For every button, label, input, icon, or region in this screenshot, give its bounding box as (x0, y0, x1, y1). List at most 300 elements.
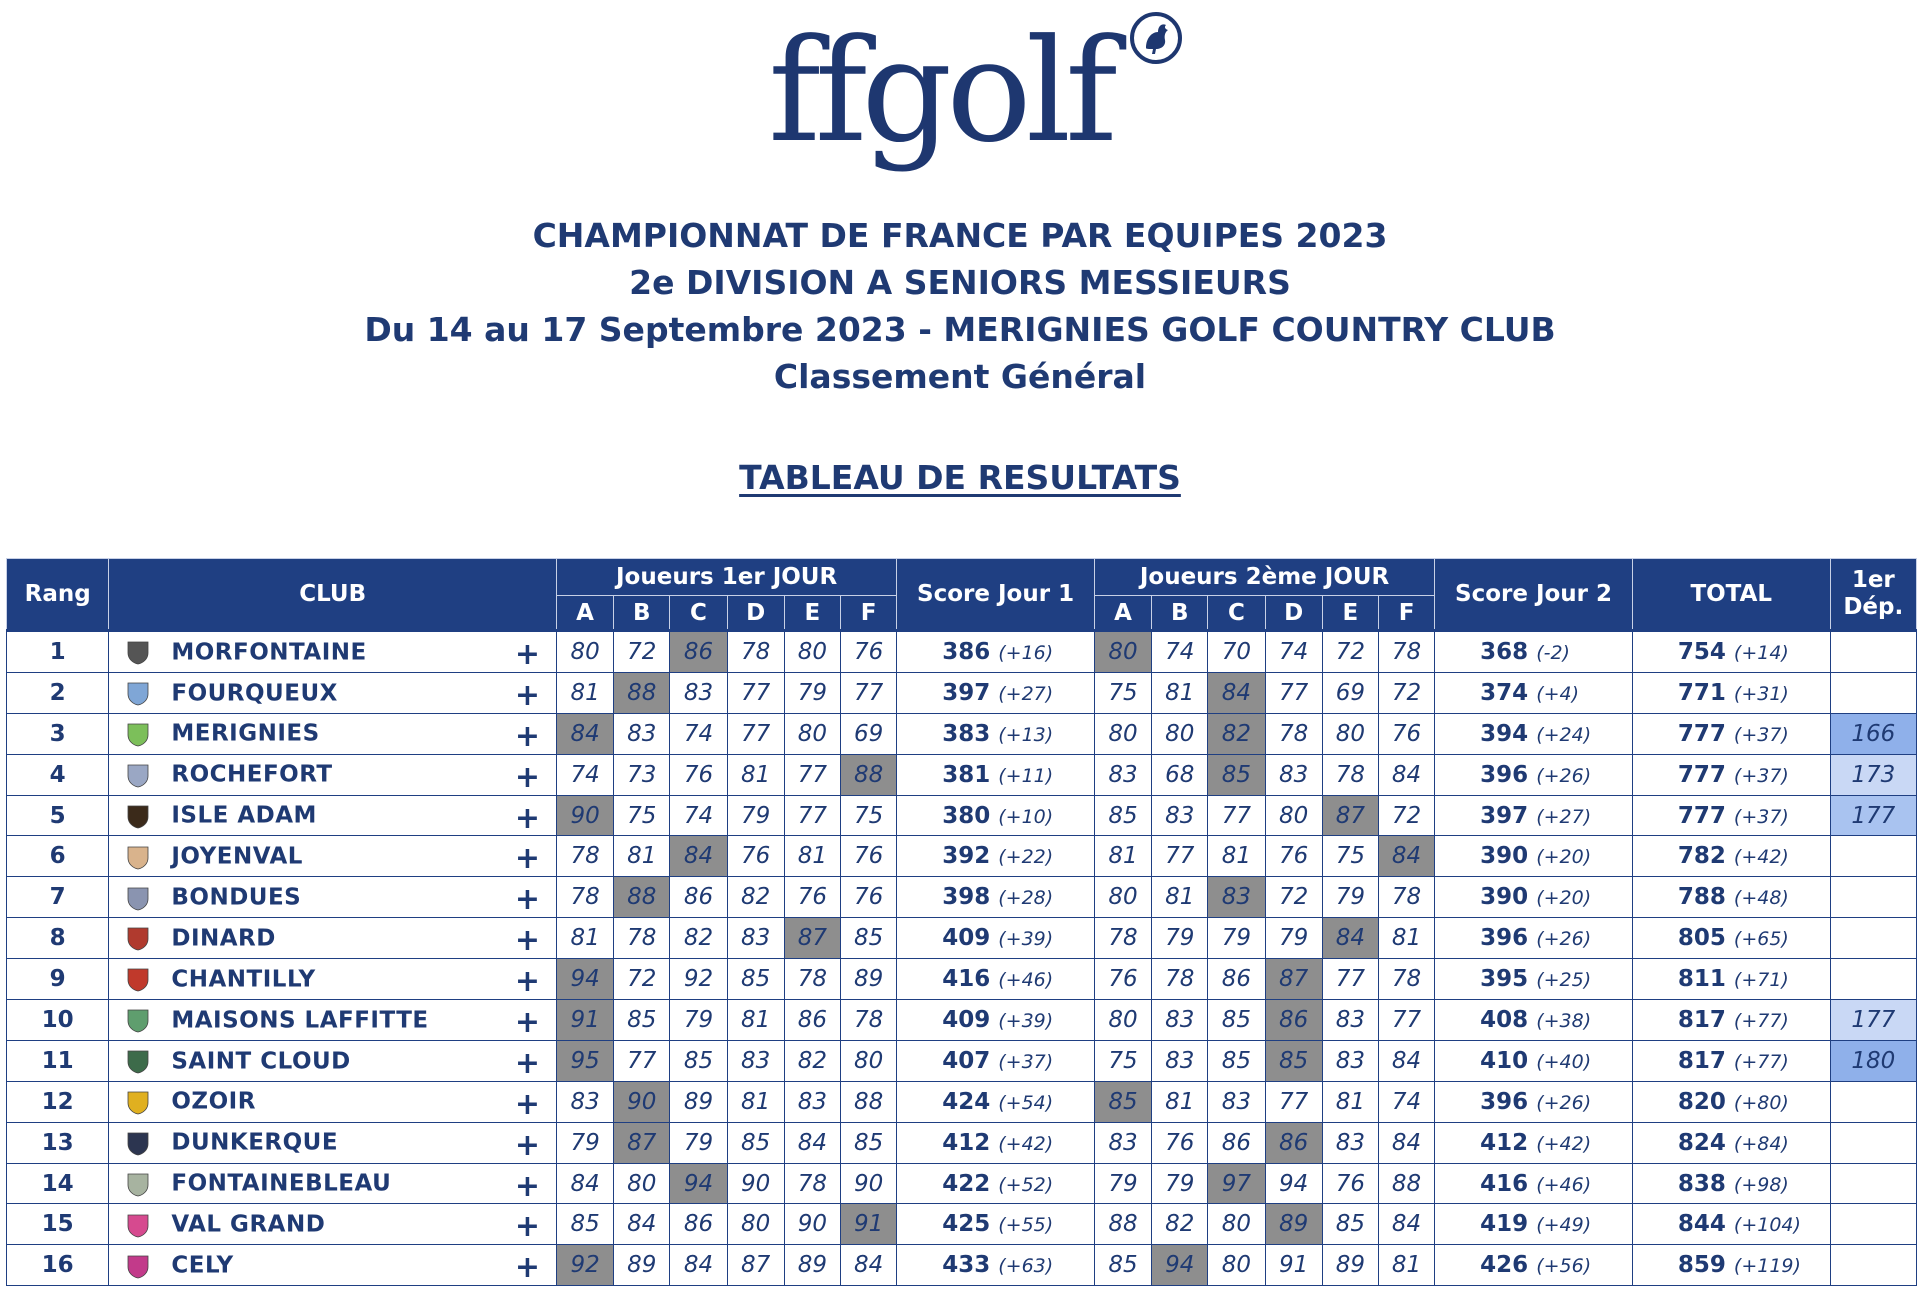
day1-player-score: 77 (841, 672, 897, 713)
day1-player-score: 69 (841, 713, 897, 754)
total-relative: (+65) (1733, 928, 1789, 951)
total-value: 788 (1677, 884, 1726, 911)
day1-player-score: 88 (614, 672, 670, 713)
day1-player-score: 83 (784, 1081, 840, 1122)
club-cell (109, 877, 557, 918)
total-value: 782 (1677, 843, 1726, 870)
expand-plus-button[interactable]: + (514, 800, 540, 836)
ffgolf-logo (0, 0, 1920, 190)
day1-player-score: 88 (841, 754, 897, 795)
club-name: MAISONS LAFFITTE (171, 1007, 429, 1034)
day2-player-score: 85 (1094, 795, 1151, 836)
rank-cell: 13 (7, 1122, 109, 1163)
rank-cell: 1 (7, 631, 109, 673)
table-row (7, 836, 1917, 877)
table-row (7, 918, 1917, 959)
header-day2-players: Joueurs 2ème JOUR (1094, 559, 1434, 596)
header-day1-player-f: F (841, 596, 897, 631)
score-day2-cell (1435, 631, 1633, 673)
day1-player-score: 75 (841, 795, 897, 836)
day1-player-score: 76 (784, 877, 840, 918)
day1-player-score: 92 (556, 1245, 613, 1286)
score-day1-cell (897, 1122, 1095, 1163)
day1-player-score: 87 (784, 918, 840, 959)
score-day2-relative: (+40) (1536, 1050, 1592, 1073)
day1-player-score: 87 (727, 1245, 784, 1286)
score-day1-value: 422 (942, 1170, 991, 1197)
score-day1-value: 407 (942, 1047, 991, 1074)
total-cell (1632, 1040, 1830, 1081)
day2-player-score: 83 (1208, 1081, 1265, 1122)
total-cell (1632, 713, 1830, 754)
day2-player-score: 74 (1152, 631, 1208, 673)
score-day2-relative: (+24) (1536, 723, 1592, 746)
header-playoff-line1: 1er (1851, 567, 1895, 593)
expand-plus-button[interactable]: + (514, 964, 540, 1000)
day2-player-score: 83 (1208, 877, 1265, 918)
score-day2-relative: (-2) (1536, 641, 1570, 664)
total-relative: (+14) (1733, 641, 1789, 664)
total-cell (1632, 1000, 1830, 1041)
day1-player-score: 78 (784, 959, 840, 1000)
day1-player-score: 79 (727, 795, 784, 836)
score-day1-relative: (+52) (998, 1173, 1054, 1196)
club-cell (109, 1245, 557, 1286)
expand-plus-button[interactable]: + (514, 759, 540, 795)
day2-player-score: 79 (1152, 918, 1208, 959)
score-day2-relative: (+38) (1536, 1009, 1592, 1032)
club-cell (109, 959, 557, 1000)
total-relative: (+77) (1733, 1009, 1789, 1032)
playoff-score-cell (1830, 1081, 1916, 1122)
day1-player-score: 83 (727, 1040, 784, 1081)
total-relative: (+98) (1733, 1173, 1789, 1196)
table-row (7, 631, 1917, 673)
header-day1-players: Joueurs 1er JOUR (556, 559, 896, 596)
day1-player-score: 86 (670, 631, 727, 673)
playoff-score-cell (1830, 1204, 1916, 1245)
day1-player-score: 80 (784, 713, 840, 754)
total-relative: (+104) (1733, 1214, 1801, 1237)
club-name: DUNKERQUE (171, 1129, 339, 1156)
score-day2-relative: (+49) (1536, 1214, 1592, 1237)
score-day2-cell (1435, 1081, 1633, 1122)
title-line-3: Du 14 au 17 Septembre 2023 - MERIGNIES GOLF COUNTRY CLUB (364, 310, 1556, 349)
day2-player-score: 84 (1322, 918, 1378, 959)
score-day1-cell (897, 918, 1095, 959)
table-row (7, 877, 1917, 918)
expand-plus-button[interactable]: + (514, 1127, 540, 1163)
score-day1-cell (897, 1081, 1095, 1122)
score-day1-cell (897, 836, 1095, 877)
day2-player-score: 85 (1322, 1204, 1378, 1245)
score-day2-relative: (+26) (1536, 764, 1592, 787)
score-day2-cell (1435, 1204, 1633, 1245)
score-day1-relative: (+63) (998, 1255, 1054, 1278)
day1-player-score: 86 (670, 877, 727, 918)
day2-player-score: 82 (1152, 1204, 1208, 1245)
day1-player-score: 95 (556, 1040, 613, 1081)
score-day1-relative: (+37) (998, 1050, 1054, 1073)
club-cell (109, 1204, 557, 1245)
total-cell (1632, 836, 1830, 877)
total-relative: (+48) (1733, 887, 1789, 910)
header-day2-player-e: E (1322, 596, 1378, 631)
score-day2-value: 368 (1480, 638, 1529, 665)
day2-player-score: 79 (1322, 877, 1378, 918)
day2-player-score: 85 (1208, 1040, 1265, 1081)
expand-plus-button[interactable]: + (514, 1045, 540, 1081)
score-day1-value: 409 (942, 925, 991, 952)
rank-cell: 8 (7, 918, 109, 959)
day1-player-score: 81 (556, 672, 613, 713)
score-day1-value: 386 (942, 638, 991, 665)
day2-player-score: 89 (1265, 1204, 1322, 1245)
score-day1-relative: (+28) (998, 887, 1054, 910)
day1-player-score: 81 (614, 836, 670, 877)
header-score-day1: Score Jour 1 (897, 559, 1095, 631)
total-relative: (+37) (1733, 723, 1789, 746)
total-value: 811 (1677, 966, 1726, 993)
table-row (7, 1163, 1917, 1204)
playoff-score-cell (1830, 631, 1916, 673)
day2-player-score: 80 (1208, 1245, 1265, 1286)
day1-player-score: 77 (784, 795, 840, 836)
expand-plus-button[interactable]: + (514, 1168, 540, 1204)
header-day2-player-f: F (1378, 596, 1434, 631)
playoff-score-cell (1830, 877, 1916, 918)
score-day1-cell (897, 754, 1095, 795)
day2-player-score: 86 (1208, 1122, 1265, 1163)
event-titles (0, 212, 1920, 400)
total-relative: (+119) (1733, 1255, 1801, 1278)
total-cell (1632, 1245, 1830, 1286)
score-day2-relative: (+4) (1536, 682, 1580, 705)
rank-cell: 15 (7, 1204, 109, 1245)
day1-player-score: 72 (614, 959, 670, 1000)
day2-player-score: 81 (1152, 672, 1208, 713)
day1-player-score: 81 (784, 836, 840, 877)
day2-player-score: 72 (1378, 795, 1434, 836)
score-day1-cell (897, 1204, 1095, 1245)
club-crest-icon (125, 1253, 151, 1279)
day2-player-score: 80 (1094, 877, 1151, 918)
table-row (7, 1122, 1917, 1163)
header-day1-player-a: A (556, 596, 613, 631)
table-row (7, 1081, 1917, 1122)
day2-player-score: 79 (1152, 1163, 1208, 1204)
score-day1-cell (897, 1040, 1095, 1081)
day2-player-score: 75 (1094, 672, 1151, 713)
playoff-score-cell (1830, 1122, 1916, 1163)
score-day2-relative: (+20) (1536, 846, 1592, 869)
rank-cell: 12 (7, 1081, 109, 1122)
day1-player-score: 94 (670, 1163, 727, 1204)
day2-player-score: 78 (1094, 918, 1151, 959)
score-day2-cell (1435, 1122, 1633, 1163)
score-day2-relative: (+42) (1536, 1132, 1592, 1155)
club-cell (109, 1122, 557, 1163)
day1-player-score: 74 (670, 713, 727, 754)
day2-player-score: 72 (1265, 877, 1322, 918)
day1-player-score: 86 (670, 1204, 727, 1245)
total-cell (1632, 1122, 1830, 1163)
day2-player-score: 80 (1322, 713, 1378, 754)
score-day2-value: 396 (1480, 1088, 1529, 1115)
day2-player-score: 75 (1322, 836, 1378, 877)
score-day1-value: 425 (942, 1211, 991, 1238)
score-day1-value: 424 (942, 1088, 991, 1115)
day2-player-score: 79 (1208, 918, 1265, 959)
expand-plus-button[interactable]: + (514, 637, 540, 672)
club-cell (109, 836, 557, 877)
day1-player-score: 78 (784, 1163, 840, 1204)
table-row (7, 1204, 1917, 1245)
day1-player-score: 90 (727, 1163, 784, 1204)
day1-player-score: 74 (556, 754, 613, 795)
header-playoff (1830, 559, 1916, 631)
header-day2-player-a: A (1094, 596, 1151, 631)
day1-player-score: 83 (670, 672, 727, 713)
day2-player-score: 94 (1152, 1245, 1208, 1286)
header-day2-player-b: B (1152, 596, 1208, 631)
day1-player-score: 79 (670, 1000, 727, 1041)
day1-player-score: 81 (727, 1081, 784, 1122)
score-day1-cell (897, 713, 1095, 754)
day2-player-score: 84 (1208, 672, 1265, 713)
rank-cell: 10 (7, 1000, 109, 1041)
day1-player-score: 78 (727, 631, 784, 673)
day1-player-score: 76 (841, 631, 897, 673)
score-day2-value: 426 (1480, 1252, 1529, 1279)
day1-player-score: 85 (556, 1204, 613, 1245)
total-relative: (+84) (1733, 1132, 1789, 1155)
club-crest-icon (125, 1130, 151, 1156)
day2-player-score: 83 (1265, 754, 1322, 795)
day2-player-score: 74 (1265, 631, 1322, 673)
total-value: 771 (1677, 679, 1726, 706)
day2-player-score: 78 (1322, 754, 1378, 795)
score-day1-relative: (+22) (998, 846, 1054, 869)
day2-player-score: 77 (1265, 1081, 1322, 1122)
day1-player-score: 77 (727, 713, 784, 754)
total-cell (1632, 1163, 1830, 1204)
table-row (7, 1245, 1917, 1286)
table-row (7, 795, 1917, 836)
expand-plus-button[interactable]: + (514, 1250, 540, 1286)
day1-player-score: 89 (670, 1081, 727, 1122)
title-line-4: Classement Général (773, 357, 1147, 396)
day2-player-score: 76 (1378, 713, 1434, 754)
table-row (7, 754, 1917, 795)
day1-player-score: 90 (556, 795, 613, 836)
day2-player-score: 72 (1378, 672, 1434, 713)
total-value: 754 (1677, 638, 1726, 665)
score-day2-relative: (+26) (1536, 1091, 1592, 1114)
score-day2-cell (1435, 1163, 1633, 1204)
score-day2-value: 419 (1480, 1211, 1529, 1238)
score-day2-cell (1435, 918, 1633, 959)
day2-player-score: 85 (1208, 754, 1265, 795)
score-day2-relative: (+27) (1536, 805, 1592, 828)
table-row (7, 672, 1917, 713)
playoff-score-cell (1830, 1245, 1916, 1286)
day2-player-score: 83 (1322, 1000, 1378, 1041)
day2-player-score: 77 (1378, 1000, 1434, 1041)
day1-player-score: 74 (670, 795, 727, 836)
header-playoff-line2: Dép. (1843, 594, 1904, 620)
day2-player-score: 84 (1378, 836, 1434, 877)
score-day2-cell (1435, 877, 1633, 918)
score-day1-relative: (+39) (998, 928, 1054, 951)
score-day1-value: 416 (942, 966, 991, 993)
club-crest-icon (125, 1171, 151, 1197)
score-day1-relative: (+54) (998, 1091, 1054, 1114)
score-day1-cell (897, 1163, 1095, 1204)
day2-player-score: 80 (1094, 631, 1151, 673)
day2-player-score: 81 (1094, 836, 1151, 877)
expand-plus-button[interactable]: + (514, 1005, 540, 1041)
day1-player-score: 76 (841, 877, 897, 918)
club-crest-icon (125, 680, 151, 706)
day1-player-score: 80 (841, 1040, 897, 1081)
expand-plus-button[interactable]: + (514, 841, 540, 877)
day2-player-score: 94 (1265, 1163, 1322, 1204)
header-day2-player-c: C (1208, 596, 1265, 631)
score-day1-cell (897, 877, 1095, 918)
score-day1-value: 392 (942, 843, 991, 870)
score-day1-relative: (+11) (998, 764, 1054, 787)
day2-player-score: 77 (1322, 959, 1378, 1000)
score-day1-relative: (+46) (998, 969, 1054, 992)
day2-player-score: 91 (1265, 1245, 1322, 1286)
day2-player-score: 79 (1265, 918, 1322, 959)
score-day1-relative: (+10) (998, 805, 1054, 828)
expand-plus-button[interactable]: + (514, 677, 540, 713)
club-name: FOURQUEUX (171, 680, 338, 707)
day2-player-score: 88 (1094, 1204, 1151, 1245)
ffgolf-wordmark (768, 9, 1112, 174)
club-cell (109, 672, 557, 713)
day2-player-score: 88 (1378, 1163, 1434, 1204)
day1-player-score: 80 (556, 631, 613, 673)
day1-player-score: 83 (727, 918, 784, 959)
club-crest-icon (125, 639, 151, 665)
day2-player-score: 78 (1378, 877, 1434, 918)
score-day1-relative: (+16) (998, 641, 1054, 664)
day1-player-score: 79 (670, 1122, 727, 1163)
day2-player-score: 75 (1094, 1040, 1151, 1081)
day1-player-score: 73 (614, 754, 670, 795)
score-day2-value: 374 (1480, 679, 1529, 706)
club-crest-icon (125, 844, 151, 870)
day1-player-score: 72 (614, 631, 670, 673)
day2-player-score: 83 (1152, 1040, 1208, 1081)
day2-player-score: 89 (1322, 1245, 1378, 1286)
club-name: DINARD (171, 925, 276, 952)
expand-plus-button[interactable]: + (514, 718, 540, 754)
day2-player-score: 83 (1094, 754, 1151, 795)
expand-plus-button[interactable]: + (514, 1086, 540, 1122)
results-table (6, 558, 1917, 1286)
day2-player-score: 87 (1322, 795, 1378, 836)
club-name: FONTAINEBLEAU (171, 1170, 392, 1197)
club-cell (109, 1081, 557, 1122)
header-day1-player-c: C (670, 596, 727, 631)
expand-plus-button[interactable]: + (514, 882, 540, 918)
score-day2-value: 416 (1480, 1170, 1529, 1197)
club-cell (109, 754, 557, 795)
day2-player-score: 87 (1265, 959, 1322, 1000)
club-crest-icon (125, 885, 151, 911)
day1-player-score: 94 (556, 959, 613, 1000)
club-crest-icon (125, 721, 151, 747)
total-relative: (+77) (1733, 1050, 1789, 1073)
playoff-score-cell: 177 (1830, 795, 1916, 836)
day2-player-score: 76 (1265, 836, 1322, 877)
day2-player-score: 78 (1152, 959, 1208, 1000)
day1-player-score: 80 (784, 631, 840, 673)
day1-player-score: 84 (556, 1163, 613, 1204)
day1-player-score: 84 (556, 713, 613, 754)
day2-player-score: 69 (1322, 672, 1378, 713)
rooster-registered-icon (1128, 10, 1184, 66)
day1-player-score: 89 (784, 1245, 840, 1286)
day2-player-score: 80 (1094, 713, 1151, 754)
score-day2-value: 410 (1480, 1047, 1529, 1074)
day2-player-score: 84 (1378, 1122, 1434, 1163)
day2-player-score: 85 (1208, 1000, 1265, 1041)
day1-player-score: 84 (670, 836, 727, 877)
rank-cell: 5 (7, 795, 109, 836)
day1-player-score: 90 (614, 1081, 670, 1122)
score-day1-value: 433 (942, 1252, 991, 1279)
total-cell (1632, 877, 1830, 918)
club-cell (109, 795, 557, 836)
day2-player-score: 83 (1152, 1000, 1208, 1041)
playoff-score-cell: 166 (1830, 713, 1916, 754)
day1-player-score: 76 (727, 836, 784, 877)
day1-player-score: 91 (556, 1000, 613, 1041)
day1-player-score: 84 (614, 1204, 670, 1245)
day1-player-score: 90 (841, 1163, 897, 1204)
total-cell (1632, 959, 1830, 1000)
day1-player-score: 85 (727, 959, 784, 1000)
day1-player-score: 83 (556, 1081, 613, 1122)
club-crest-icon (125, 1007, 151, 1033)
club-crest-icon (125, 803, 151, 829)
score-day1-cell (897, 1245, 1095, 1286)
expand-plus-button[interactable]: + (514, 923, 540, 959)
club-crest-icon (125, 925, 151, 951)
club-name: BONDUES (171, 884, 302, 911)
total-value: 859 (1677, 1252, 1726, 1279)
day2-player-score: 78 (1378, 631, 1434, 673)
day1-player-score: 81 (556, 918, 613, 959)
club-name: ROCHEFORT (171, 761, 333, 788)
day1-player-score: 87 (614, 1122, 670, 1163)
header-rang: Rang (7, 559, 109, 631)
day2-player-score: 85 (1094, 1081, 1151, 1122)
day1-player-score: 78 (556, 877, 613, 918)
day1-player-score: 85 (841, 918, 897, 959)
day2-player-score: 78 (1265, 713, 1322, 754)
expand-plus-button[interactable]: + (514, 1209, 540, 1245)
day2-player-score: 81 (1378, 918, 1434, 959)
day1-player-score: 85 (727, 1122, 784, 1163)
score-day1-cell (897, 1000, 1095, 1041)
day1-player-score: 77 (784, 754, 840, 795)
